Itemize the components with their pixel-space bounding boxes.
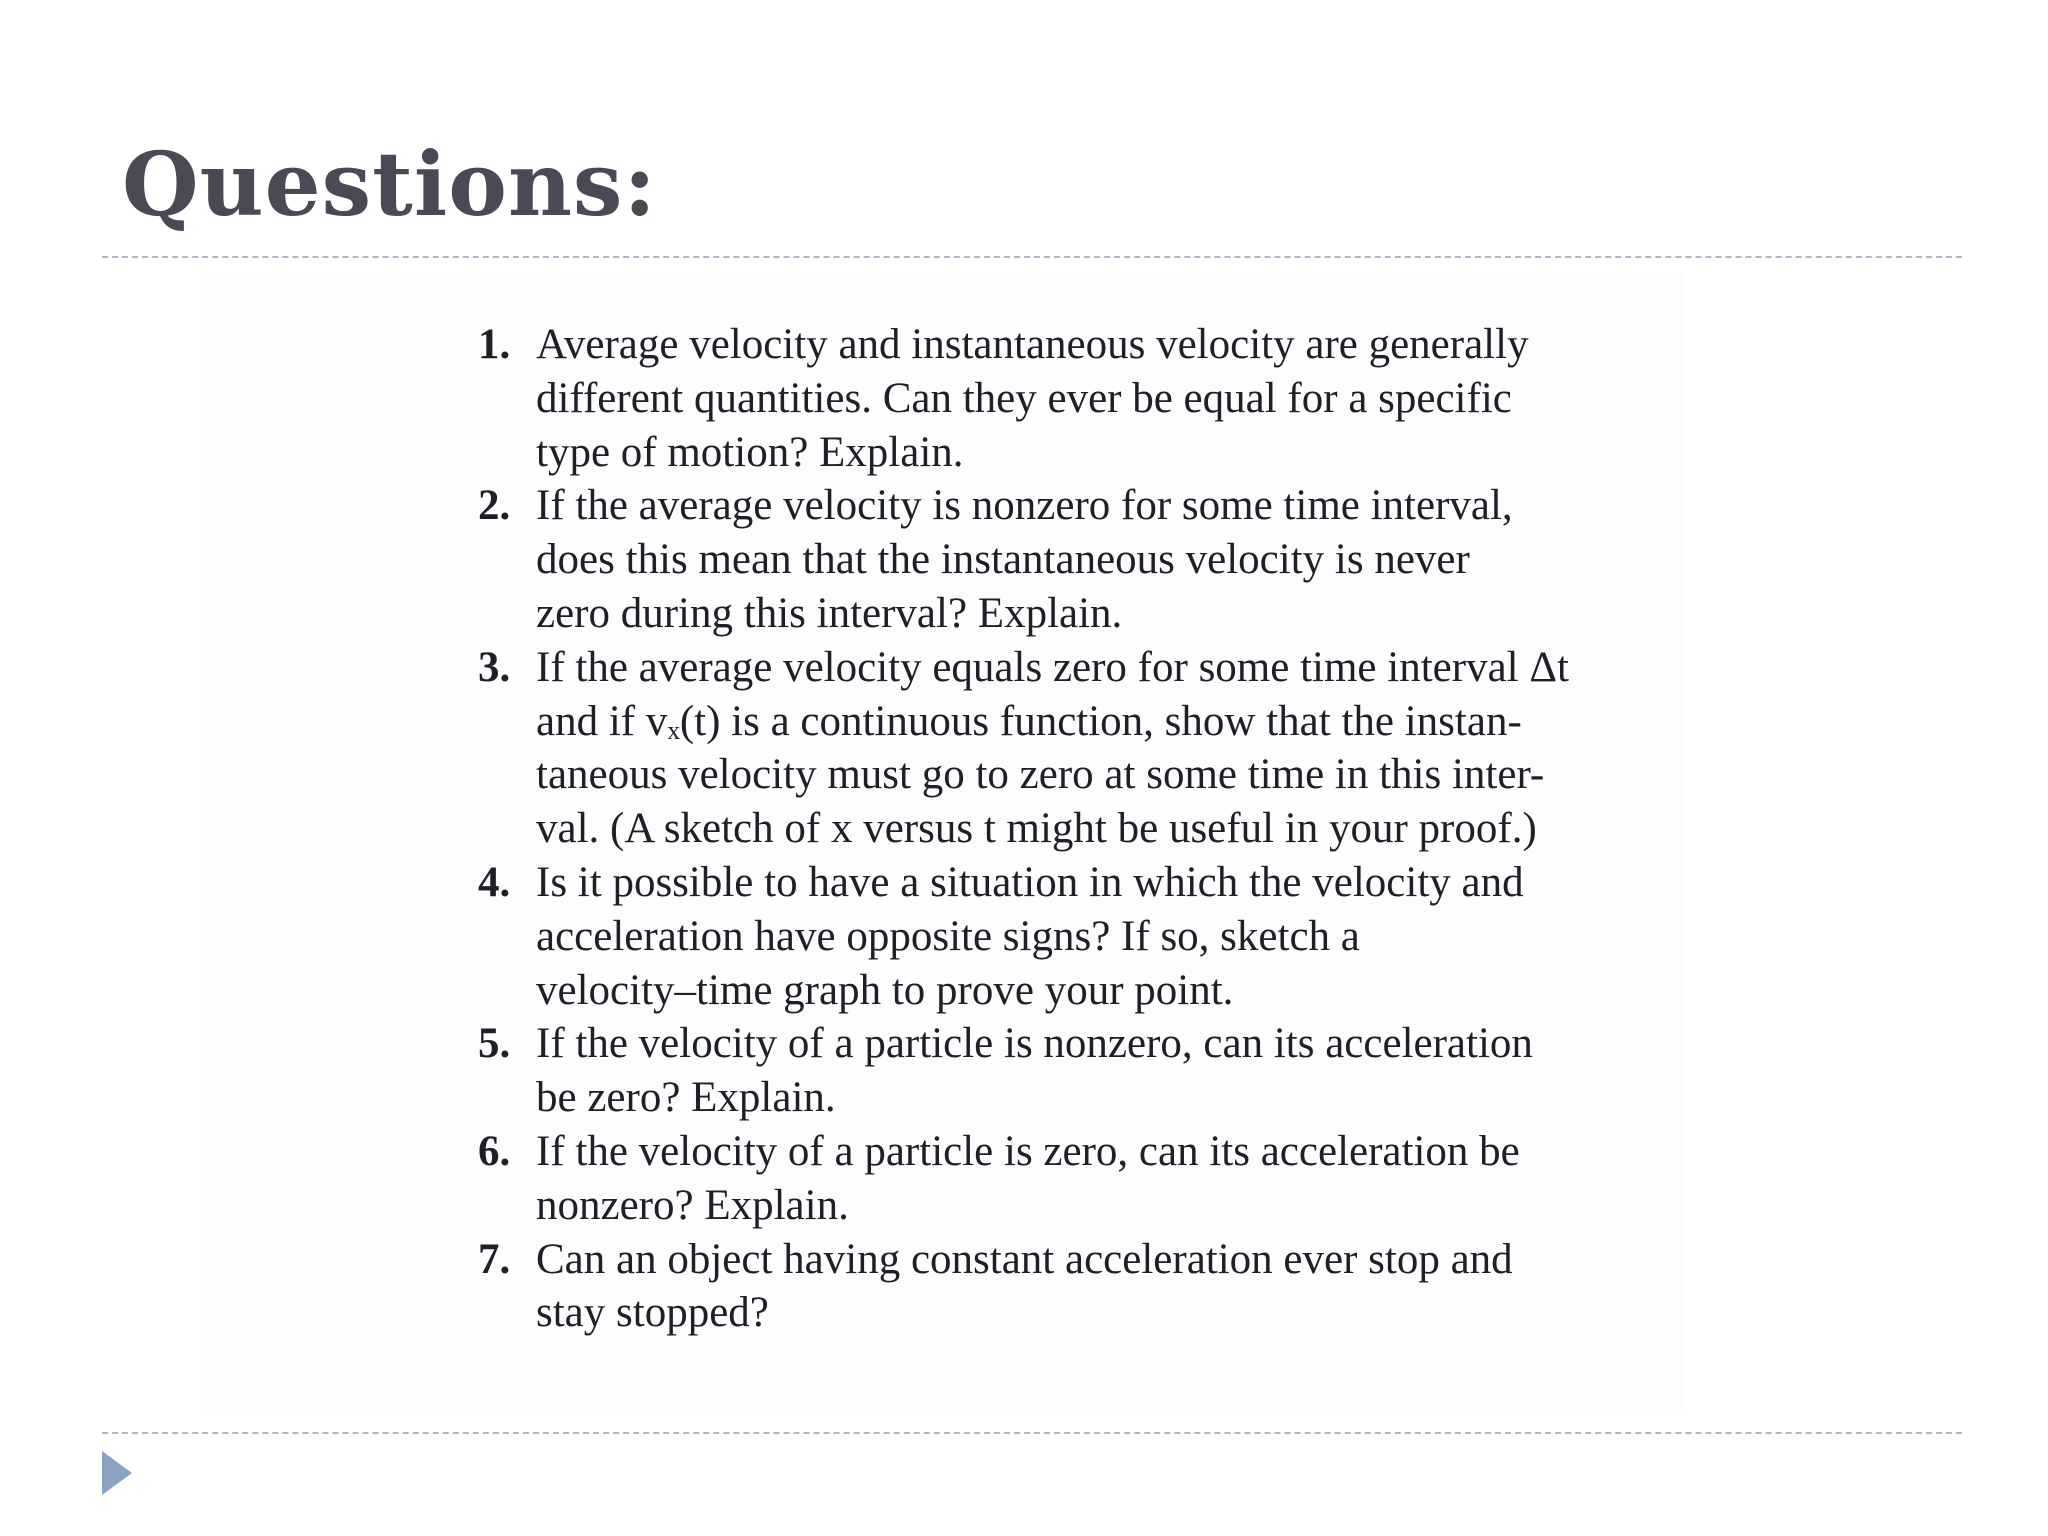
question-line: Is it possible to have a situation in which the velocity and (536, 858, 1524, 906)
question-number: 6. (478, 1127, 511, 1175)
question-line: If the average velocity equals zero for some time interval Δt (536, 643, 1569, 691)
question-text (536, 318, 1678, 479)
question-text (536, 641, 1678, 856)
question-text (536, 479, 1678, 640)
question-line: taneous velocity must go to zero at some time in this inter- (536, 751, 1545, 799)
question-text (536, 1233, 1678, 1341)
question-line: Can an object having constant acceleration ever stop and (536, 1235, 1513, 1283)
question-line: val. (A sketch of x versus t might be useful in your proof.) (536, 805, 1537, 853)
question-item (478, 641, 1678, 856)
footer-divider (102, 1432, 1962, 1434)
question-line: If the average velocity is nonzero for some time interval, (536, 482, 1513, 530)
question-line: different quantities. Can they ever be equal for a specific (536, 374, 1512, 422)
question-list (478, 318, 1678, 1340)
question-text (536, 856, 1678, 1017)
question-number: 5. (478, 1020, 511, 1068)
title-divider (102, 256, 1962, 258)
slide-title: Questions: (122, 132, 657, 236)
question-number: 2. (478, 482, 511, 530)
question-number: 1. (478, 321, 511, 368)
question-line: If the velocity of a particle is nonzero, can its acceleration (536, 1020, 1533, 1068)
question-line: If the velocity of a particle is zero, can its acceleration be (536, 1127, 1520, 1175)
question-line: type of motion? Explain. (536, 428, 964, 476)
triangle-right-icon (102, 1451, 132, 1495)
question-item (478, 1125, 1678, 1233)
question-line: does this mean that the instantaneous velocity is never (536, 536, 1470, 584)
question-text (536, 1125, 1678, 1233)
question-text (536, 1017, 1678, 1125)
question-item (478, 318, 1678, 479)
question-number: 4. (478, 858, 511, 906)
question-number: 7. (478, 1235, 511, 1283)
question-number: 3. (478, 643, 511, 691)
question-line: and if vₓ(t) is a continuous function, show that the instan- (536, 697, 1522, 745)
question-line: Average velocity and instantaneous velocity are generally (536, 321, 1529, 368)
question-line: velocity–time graph to prove your point. (536, 966, 1234, 1014)
question-item (478, 856, 1678, 1017)
question-item (478, 479, 1678, 640)
question-line: be zero? Explain. (536, 1074, 836, 1122)
question-line: stay stopped? (536, 1289, 769, 1337)
question-item (478, 1233, 1678, 1341)
question-line: zero during this interval? Explain. (536, 589, 1123, 637)
question-line: nonzero? Explain. (536, 1181, 849, 1229)
question-item (478, 1017, 1678, 1125)
question-line: acceleration have opposite signs? If so, sketch a (536, 912, 1360, 960)
